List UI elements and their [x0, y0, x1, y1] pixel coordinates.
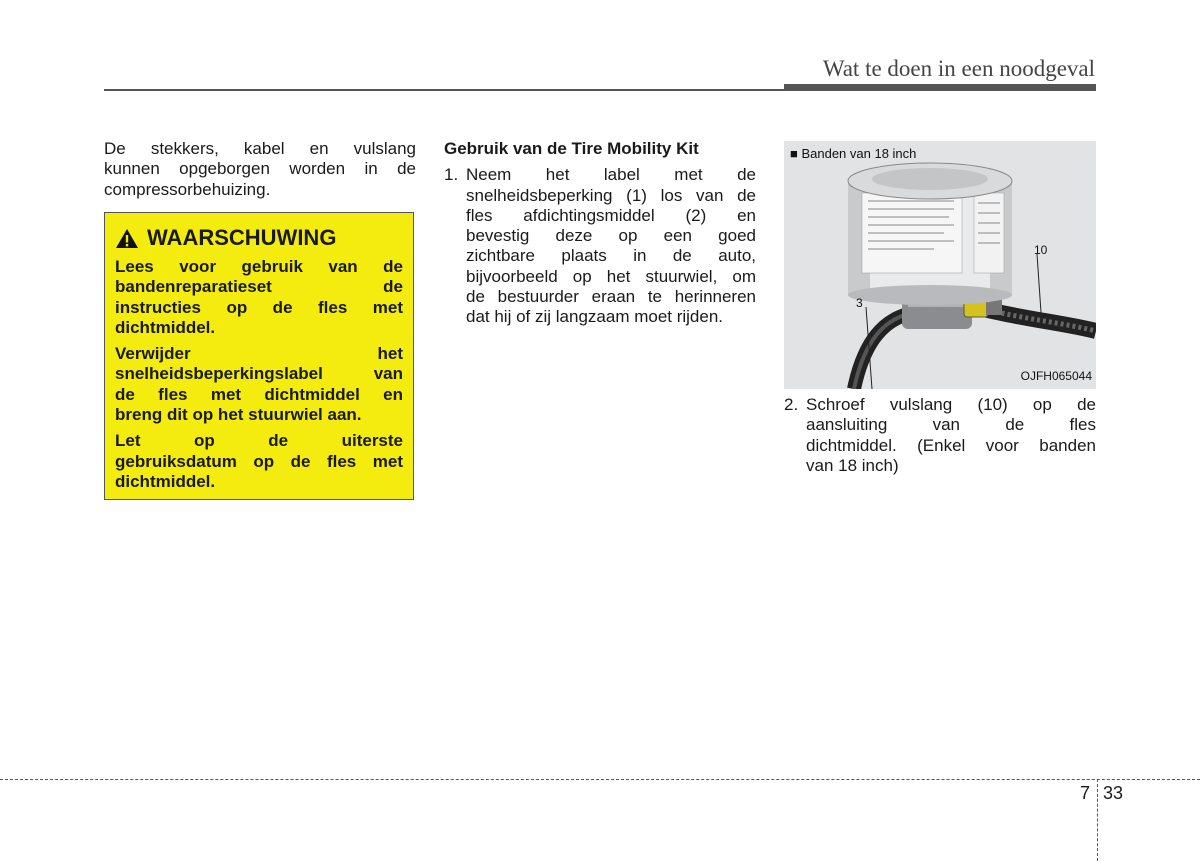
warning-heading	[115, 225, 403, 251]
step-number: 2.	[784, 395, 799, 414]
text-line: bijvoorbeeld op het stuurwiel, om	[466, 266, 756, 286]
warning-box	[104, 212, 414, 500]
figure-column	[784, 141, 1096, 476]
page-header-title: Wat te doen in een noodgeval	[822, 56, 1095, 81]
footer-rule	[0, 779, 1200, 780]
sealant-bottle-illustration	[784, 141, 1096, 389]
text-line: snelheidsbeperking (1) los van de	[466, 185, 756, 205]
text-line: dichtmiddel.	[115, 317, 216, 337]
text-line: fles afdichtingsmiddel (2) en	[466, 205, 756, 225]
header-rule	[104, 89, 784, 91]
callout-3: 3	[856, 296, 863, 310]
header-rule-accent	[784, 84, 1096, 91]
step-2	[784, 395, 1096, 476]
chapter-number: 7	[1080, 783, 1091, 803]
text-line: gebruiksdatum op de fles met	[115, 451, 403, 471]
footer-divider	[1097, 779, 1098, 861]
text-line: Let op de uiterste	[115, 431, 403, 451]
warning-paragraph	[115, 344, 403, 425]
warning-heading-text: WAARSCHUWING	[147, 225, 337, 250]
warning-triangle-icon	[115, 228, 139, 249]
text-line: dichtmiddel. (Enkel voor banden	[806, 435, 1096, 455]
text-line: De stekkers, kabel en vulslang	[104, 139, 416, 158]
text-line: de bestuurder eraan te herinneren	[466, 287, 756, 307]
text-line: compressorbehuizing.	[104, 179, 271, 199]
text-line: dichtmiddel.	[115, 471, 216, 491]
text-line: bandenreparatieset de	[115, 277, 403, 297]
section-heading: Gebruik van de Tire Mobility Kit	[444, 139, 699, 158]
usage-section	[444, 139, 756, 328]
step-number: 1.	[444, 165, 459, 185]
text-line: Lees voor gebruik van de	[115, 257, 403, 276]
step-1	[444, 165, 756, 327]
text-line: van 18 inch)	[806, 455, 899, 475]
text-line: de fles met dichtmiddel en	[115, 384, 403, 404]
text-line: kunnen opgeborgen worden in de	[104, 159, 416, 179]
text-line: bevestig deze op een goed	[466, 226, 756, 246]
text-line: Neem het label met de	[466, 165, 756, 185]
warning-paragraph	[115, 431, 403, 492]
figure-caption: ■ Banden van 18 inch	[790, 146, 917, 161]
sealant-bottle-figure	[784, 141, 1096, 389]
text-line: snelheidsbeperkingslabel van	[115, 364, 403, 384]
text-line: dat hij of zij langzaam moet rijden.	[466, 307, 724, 327]
text-line: Verwijder het	[115, 344, 403, 364]
text-line: zichtbare plaats in de auto,	[466, 246, 756, 266]
text-line: breng dit op het stuurwiel aan.	[115, 405, 362, 425]
intro-paragraph	[104, 139, 416, 200]
text-line: Schroef vulslang (10) op de	[806, 395, 1096, 414]
text-line: aansluiting van de fles	[806, 415, 1096, 435]
figure-code: OJFH065044	[1020, 368, 1092, 383]
callout-10: 10	[1034, 243, 1048, 257]
text-line: instructies op de fles met	[115, 297, 403, 317]
warning-paragraph	[115, 257, 403, 338]
page-number: 33	[1103, 783, 1124, 803]
